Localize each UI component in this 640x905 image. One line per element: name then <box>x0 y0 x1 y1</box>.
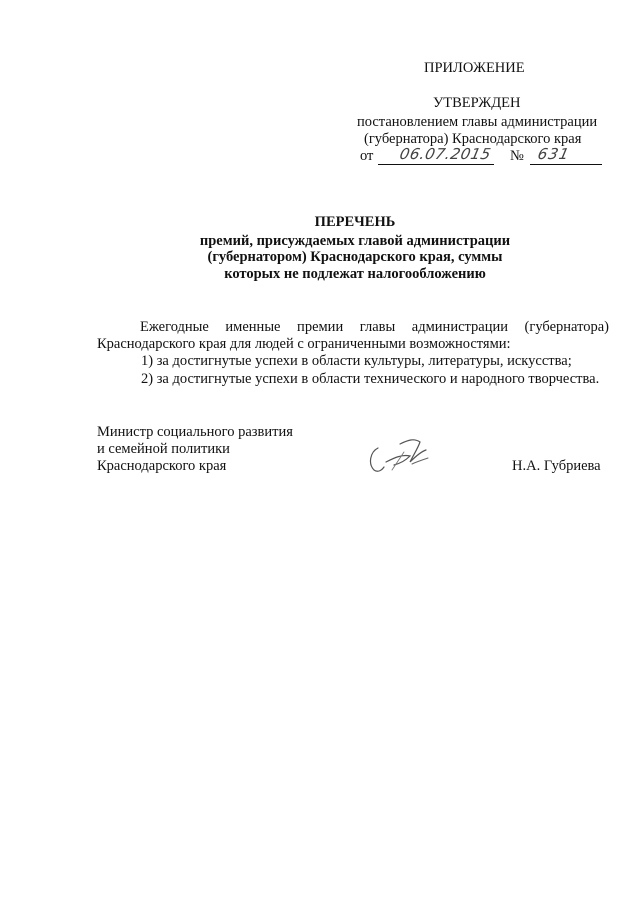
title-line3: которых не подлежат налогообложению <box>224 265 486 282</box>
signatory-position <box>97 424 293 475</box>
position-line3: Краснодарского края <box>97 458 227 474</box>
title-line1: премий, присуждаемых главой администрации <box>199 232 511 249</box>
appendix-label: ПРИЛОЖЕНИЕ <box>424 60 525 76</box>
list-item: 1) за достигнутые успехи в области культуры, литературы, искусства; <box>141 353 572 369</box>
list-item: 2) за достигнутые успехи в области технического и народного творчества. <box>141 371 600 387</box>
decree-number-handwritten: 631 <box>536 145 572 163</box>
approval-authority-line2: (губернатора) Краснодарского края <box>364 131 582 147</box>
date-underline <box>378 164 494 165</box>
number-sign: № <box>510 148 524 164</box>
body-paragraph: Ежегодные именные премии главы администрации (губернатора) Краснодарского края для людей с ограниченными возможностями: <box>97 319 609 352</box>
approval-authority-line1: постановлением главы администрации <box>357 114 598 130</box>
handwritten-signature <box>364 434 434 478</box>
number-underline <box>530 164 602 165</box>
title-main: ПЕРЕЧЕНЬ <box>314 214 396 230</box>
signatory-name: Н.А. Губриева <box>512 458 601 474</box>
decree-date-number-row <box>360 145 606 170</box>
title-line2: (губернатором) Краснодарского края, суммы <box>207 249 503 265</box>
document-title <box>0 214 640 282</box>
position-line1: Министр социального развития <box>97 424 293 440</box>
decree-date-handwritten: 06.07.2015 <box>398 145 493 163</box>
position-line2: и семейной политики <box>97 441 230 457</box>
date-prefix: от <box>360 148 374 164</box>
approved-label: УТВЕРЖДЕН <box>433 95 521 111</box>
